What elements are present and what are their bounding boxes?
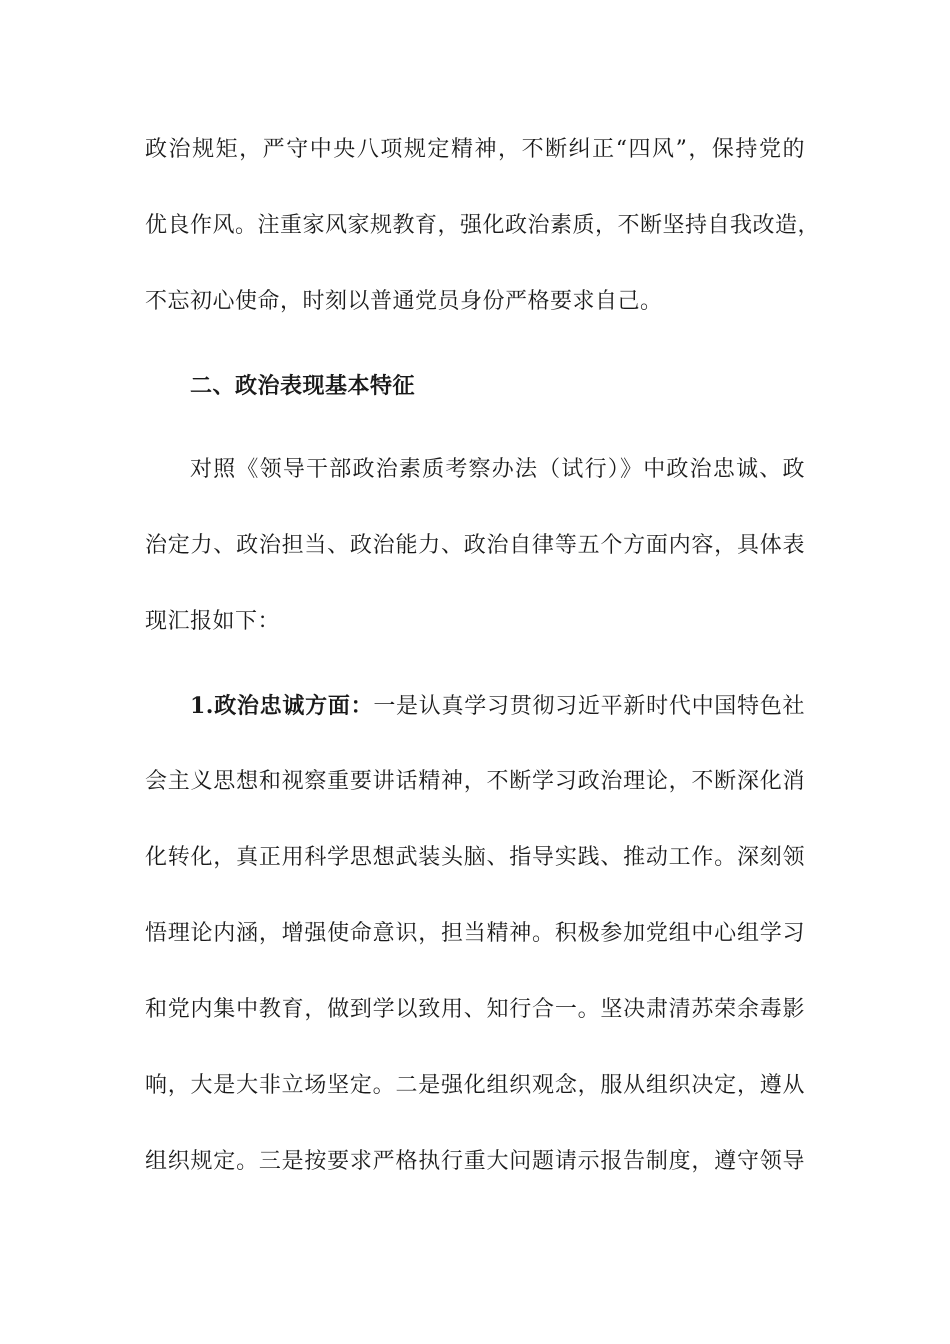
section-heading: 二、政治表现基本特征 bbox=[190, 373, 416, 399]
text-line: 悟理论内涵，增强使命意识，担当精神。积极参加党组中心组学习 bbox=[145, 921, 805, 946]
text-line: 政治规矩，严守中央八项规定精神，不断纠正“四风”，保持党的 bbox=[145, 137, 805, 162]
text-line: 会主义思想和视察重要讲话精神，不断学习政治理论，不断深化消 bbox=[145, 769, 805, 794]
subsection-lead: 1.政治忠诚方面： bbox=[190, 693, 374, 719]
text-line: 治定力、政治担当、政治能力、政治自律等五个方面内容，具体表 bbox=[145, 533, 805, 558]
text-line: 优良作风。注重家风家规教育，强化政治素质，不断坚持自我改造， bbox=[145, 213, 821, 238]
text-line: 现汇报如下： bbox=[145, 609, 281, 634]
text-run: 一是认真学习贯彻习近平新时代中国特色社 bbox=[373, 694, 805, 719]
text-line: 不忘初心使命，时刻以普通党员身份严格要求自己。 bbox=[145, 289, 663, 314]
text-line: 组织规定。三是按要求严格执行重大问题请示报告制度，遵守领导 bbox=[145, 1149, 805, 1174]
text-line bbox=[190, 686, 805, 726]
text-line: 响，大是大非立场坚定。二是强化组织观念，服从组织决定，遵从 bbox=[145, 1073, 805, 1098]
text-line: 和党内集中教育，做到学以致用、知行合一。坚决肃清苏荣余毒影 bbox=[145, 997, 805, 1022]
text-line: 化转化，真正用科学思想武装头脑、指导实践、推动工作。深刻领 bbox=[145, 845, 805, 870]
text-line: 对照《领导干部政治素质考察办法（试行）》中政治忠诚、政 bbox=[190, 457, 805, 482]
